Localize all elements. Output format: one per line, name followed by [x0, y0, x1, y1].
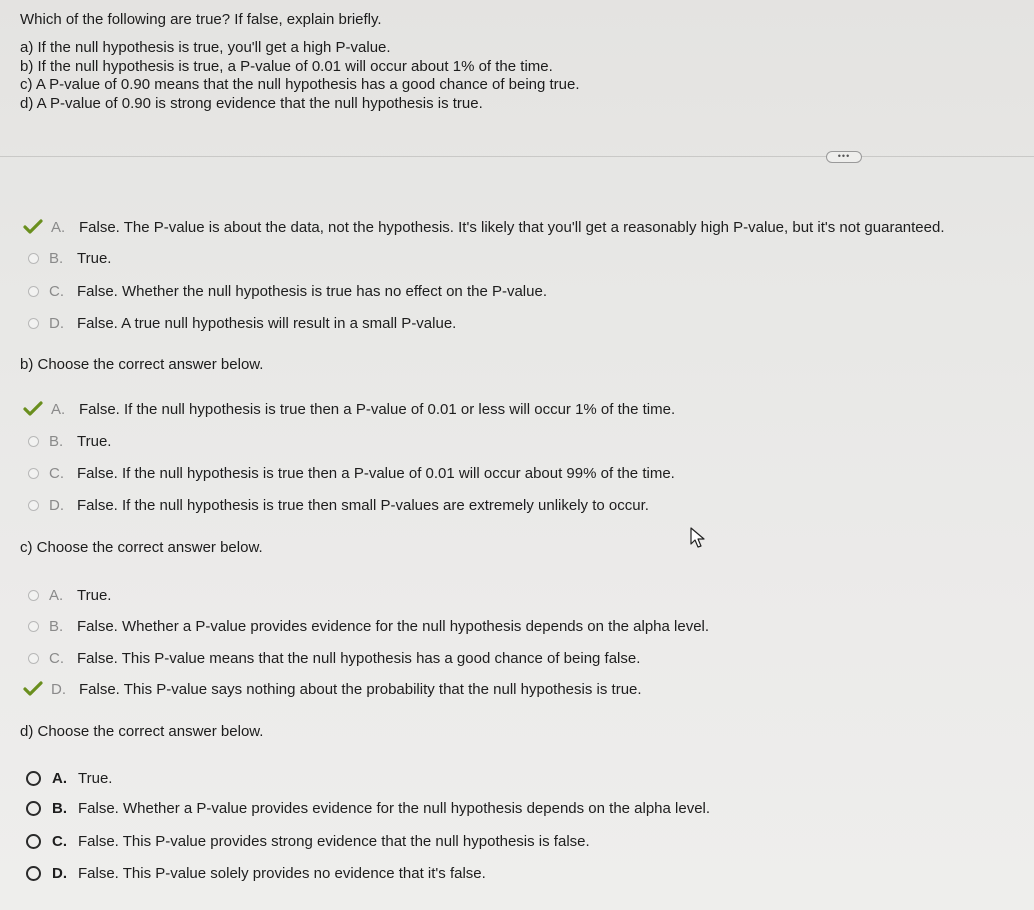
radio-button[interactable]: [26, 834, 41, 849]
option-text: False. This P-value says nothing about the probability that the null hypothesis is true.: [79, 680, 642, 698]
option-letter: A.: [49, 586, 64, 604]
option-text: False. Whether a P-value provides evidence for the null hypothesis depends on the alpha level.: [77, 617, 710, 635]
option-text: False. If the null hypothesis is true then small P-values are extremely unlikely to occur.: [77, 496, 649, 514]
radio-button[interactable]: [26, 771, 41, 786]
part-b-heading: b) Choose the correct answer below.: [20, 356, 264, 373]
part-c-option-b[interactable]: [22, 615, 709, 637]
radio-button[interactable]: [28, 500, 39, 511]
radio-button[interactable]: [28, 286, 39, 297]
part-c-option-d[interactable]: [22, 678, 642, 700]
radio-button[interactable]: [28, 653, 39, 664]
part-d-option-d[interactable]: [22, 862, 486, 884]
option-text: True.: [77, 249, 112, 267]
option-letter: C.: [49, 464, 64, 482]
part-c-option-c[interactable]: [22, 647, 640, 669]
option-letter: D.: [52, 864, 67, 882]
part-b-option-b[interactable]: [22, 430, 111, 452]
statement-c: c) A P-value of 0.90 means that the null hypothesis has a good chance of being true.: [20, 76, 580, 93]
option-letter: B.: [49, 432, 64, 450]
option-text: False. This P-value solely provides no evidence that it's false.: [78, 864, 486, 882]
radio-button[interactable]: [26, 866, 41, 881]
radio-button[interactable]: [28, 590, 39, 601]
part-b-option-a[interactable]: [22, 398, 675, 420]
statement-b: b) If the null hypothesis is true, a P-value of 0.01 will occur about 1% of the time.: [20, 57, 553, 75]
option-text: False. This P-value means that the null hypothesis has a good chance of being false.: [77, 649, 641, 667]
part-a-option-d[interactable]: [22, 312, 456, 334]
option-text: False. The P-value is about the data, not the hypothesis. It's likely that you'll get a reasonably high P-value, but it's not guaranteed.: [79, 218, 945, 236]
radio-button[interactable]: [28, 436, 39, 447]
option-text: False. A true null hypothesis will result in a small P-value.: [77, 314, 457, 332]
option-letter: B.: [52, 799, 67, 817]
option-text: False. If the null hypothesis is true then a P-value of 0.01 or less will occur 1% of the time.: [79, 400, 676, 418]
option-letter: C.: [49, 282, 64, 300]
option-letter: D.: [49, 314, 64, 332]
option-letter: A.: [52, 769, 67, 787]
option-letter: C.: [49, 649, 64, 667]
part-d-heading: d) Choose the correct answer below.: [20, 723, 264, 740]
part-a-option-c[interactable]: [22, 280, 547, 302]
checkmark-icon: [22, 681, 50, 697]
statement-d: d) A P-value of 0.90 is strong evidence that the null hypothesis is true.: [20, 94, 483, 112]
option-text: False. This P-value provides strong evidence that the null hypothesis is false.: [78, 832, 590, 850]
option-text: True.: [77, 586, 112, 604]
radio-button[interactable]: [28, 468, 39, 479]
part-d-option-a[interactable]: [22, 767, 112, 789]
option-letter: D.: [49, 496, 64, 514]
option-text: False. If the null hypothesis is true then a P-value of 0.01 will occur about 99% of the time.: [77, 464, 675, 482]
statement-a: a) If the null hypothesis is true, you'll get a high P-value.: [20, 39, 391, 56]
option-letter: D.: [51, 680, 66, 698]
option-text: False. Whether the null hypothesis is true has no effect on the P-value.: [77, 282, 547, 300]
option-text: True.: [77, 432, 112, 450]
question-block: [20, 10, 580, 113]
radio-button[interactable]: [28, 253, 39, 264]
radio-button[interactable]: [28, 621, 39, 632]
checkmark-icon: [22, 219, 50, 235]
option-text: False. Whether a P-value provides evidence for the null hypothesis depends on the alpha level.: [78, 799, 711, 817]
part-b-option-d[interactable]: [22, 494, 649, 516]
part-d-option-b[interactable]: [22, 797, 710, 819]
part-d-option-c[interactable]: [22, 830, 590, 852]
part-b-option-c[interactable]: [22, 462, 675, 484]
question-prompt: Which of the following are true? If false, explain briefly.: [20, 11, 382, 28]
option-letter: C.: [52, 832, 67, 850]
option-letter: B.: [49, 617, 64, 635]
part-c-heading: c) Choose the correct answer below.: [20, 539, 263, 556]
checkmark-icon: [22, 401, 50, 417]
option-text: True.: [78, 769, 113, 787]
option-letter: B.: [49, 249, 64, 267]
option-letter: A.: [51, 218, 66, 236]
part-a-option-a[interactable]: [22, 216, 945, 238]
mouse-pointer-icon: [690, 527, 706, 549]
part-a-option-b[interactable]: [22, 247, 111, 269]
radio-button[interactable]: [28, 318, 39, 329]
radio-button[interactable]: [26, 801, 41, 816]
option-letter: A.: [51, 400, 66, 418]
part-c-option-a[interactable]: [22, 584, 111, 606]
expand-more-button[interactable]: •••: [826, 151, 862, 163]
section-divider: [0, 156, 1034, 157]
